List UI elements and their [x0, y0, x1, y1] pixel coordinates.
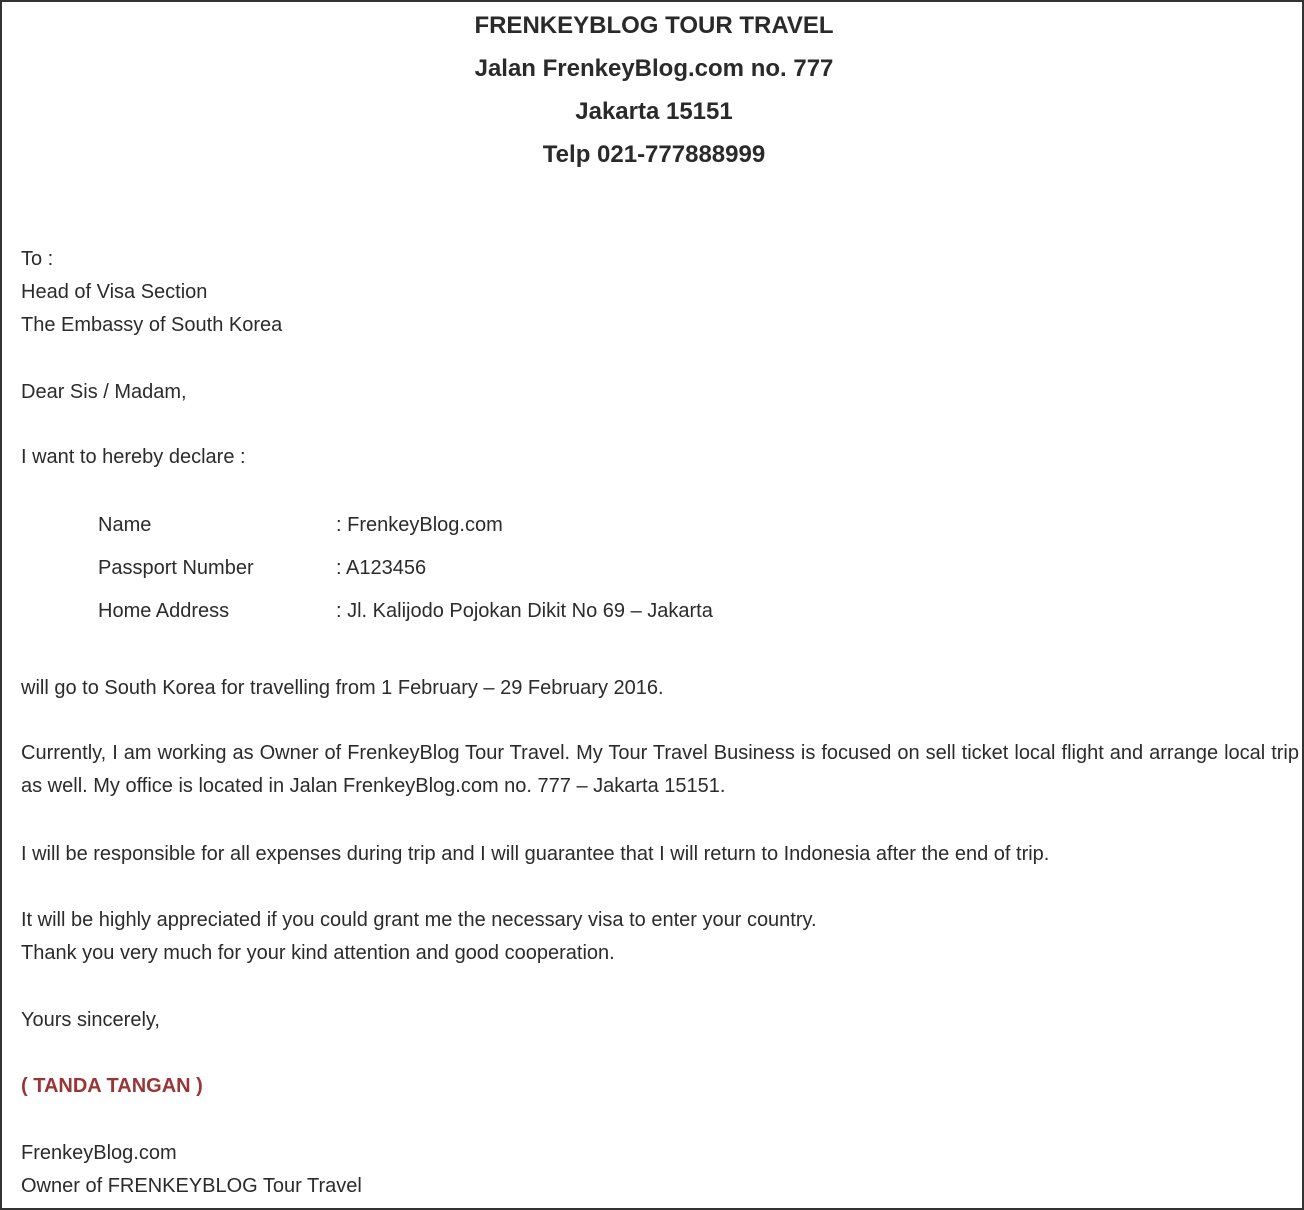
letterhead [2, 7, 1304, 179]
declaration-label-passport: Passport Number [98, 557, 254, 579]
declaration-value-name: : FrenkeyBlog.com [336, 514, 503, 536]
closing: Yours sincerely, [21, 1009, 160, 1031]
employment-paragraph: Currently, I am working as Owner of FrenkeyBlog Tour Travel. My Tour Travel Business is focused on sell ticket local flight and arrange local trip as well. My office is located in Jalan FrenkeyBlog.com no. 777 – Jakarta 15151. [21, 742, 1299, 797]
signer-name: FrenkeyBlog.com [21, 1142, 177, 1164]
company-city: Jakarta 15151 [575, 98, 733, 125]
salutation: Dear Sis / Madam, [21, 381, 187, 403]
declaration-label-name: Name [98, 514, 152, 536]
company-address: Jalan FrenkeyBlog.com no. 777 [474, 55, 834, 82]
thanks-line: Thank you very much for your kind attention and good cooperation. [21, 942, 615, 964]
company-phone: Telp 021-777888999 [542, 141, 766, 168]
declaration-value-passport: : A123456 [336, 557, 427, 579]
declaration-label-address: Home Address [98, 600, 230, 622]
signer-title: Owner of FRENKEYBLOG Tour Travel [21, 1175, 362, 1197]
recipient-office: The Embassy of South Korea [21, 314, 283, 336]
company-name: FRENKEYBLOG TOUR TRAVEL [474, 12, 834, 39]
signature-placeholder: ( TANDA TANGAN ) [21, 1075, 203, 1097]
declaration-value-address: : Jl. Kalijodo Pojokan Dikit No 69 – Jakarta [336, 600, 713, 622]
responsibility-line: I will be responsible for all expenses during trip and I will guarantee that I will return to Indonesia after the end of trip. [21, 843, 1050, 865]
appreciation-line: It will be highly appreciated if you could grant me the necessary visa to enter your country. [21, 909, 817, 931]
recipient-title: Head of Visa Section [21, 281, 208, 303]
intro-line: I want to hereby declare : [21, 446, 246, 468]
recipient-to-label: To : [21, 248, 54, 270]
travel-line: will go to South Korea for travelling from 1 February – 29 February 2016. [21, 677, 664, 699]
